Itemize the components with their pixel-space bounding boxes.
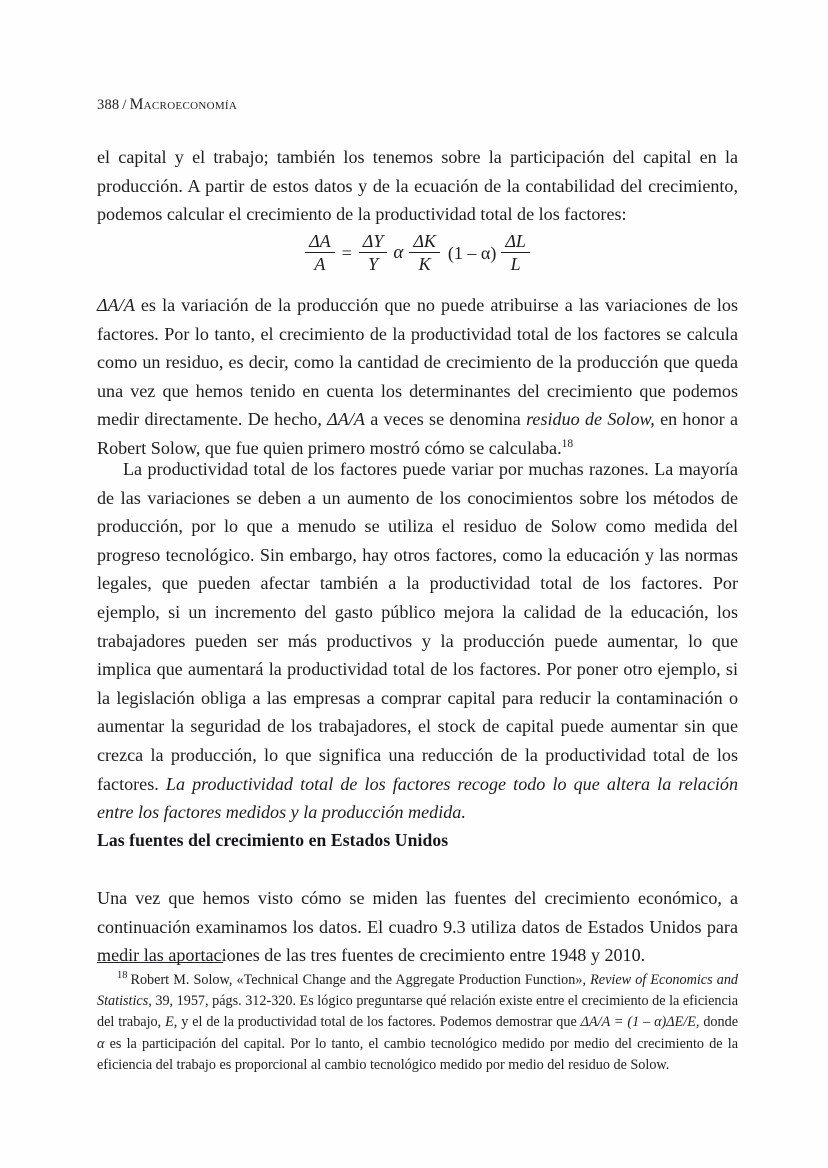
equation-alpha-symbol: α (393, 242, 404, 264)
paragraph-2-block (97, 291, 738, 463)
paragraph-2-mid-text: a veces se denomina (370, 409, 521, 430)
equation-coefficient-one-minus-alpha: (1 – α) (447, 242, 497, 263)
paragraph-1: el capital y el trabajo; también los tenemos sobre la participación del capital en la producción. A partir de estos datos y de la ecuación de la contabilidad del crecimiento, podemos calcular el crecimiento de la productividad total de los factores: (97, 147, 738, 225)
book-title: Macroeconomía (129, 96, 238, 113)
footnote-journal-name: Review of Economics and Statistics, (97, 972, 739, 1010)
inline-math-delta-a-over-a-second: ΔA/A (327, 409, 365, 430)
paragraph-3-main-text: La productividad total de los factores puede variar por muchas razones. La mayoría de las variaciones se deben a un aumento de los conocimientos sobre los métodos de producción, por lo que a menudo se utiliza el residuo de Solow como medida del progreso tecnológico. Sin embargo, hay otros factores, como la educación y las normas legales, que pueden afectar también a la productividad total de los factores. Por ejemplo, si un incremento del gasto público mejora la calidad de la educación, los trabajadores pueden ser más productivos y la producción puede aumentar, lo que implica que aumentará la productividad total de los factores. Por poner otro ejemplo, si la legislación obliga a las empresas a comprar capital para reducir la contaminación o aumentar la seguridad de los trabajadores, el stock de capital puede aumentar sin que crezca la producción, lo que significa una reducción de la productividad total de los factores. (97, 459, 738, 794)
equation-numerator-delta-k: ΔK (413, 231, 436, 251)
equation-numerator-delta-a: ΔA (309, 231, 331, 251)
footnote-variable-alpha: α (97, 1035, 105, 1052)
paragraph-4: Una vez que hemos visto cómo se miden las fuentes del crecimiento económico, a continuación examinamos los datos. El cuadro 9.3 utiliza datos de Estados Unidos para medir las aportaciones de las tres fuentes de crecimiento entre 1948 y 2010. (97, 888, 738, 966)
equation-equals-sign: = (341, 242, 352, 263)
page-folio-number: 388 (97, 97, 120, 113)
equation-row (302, 232, 533, 275)
footnote-reference-18[interactable]: 18 (561, 437, 574, 450)
display-equation (97, 231, 738, 275)
footnote-variable-e: E, (165, 1014, 178, 1031)
footnote-separator-rule (97, 962, 223, 963)
paragraph-2-italic-term: residuo de Solow, (526, 409, 655, 430)
equation-fraction-delta-l-over-l (501, 232, 530, 275)
running-head (97, 96, 237, 114)
footnote-text-part-4: donde (703, 1014, 739, 1031)
footnote-formula: ΔA/A = (1 – α)ΔE/E, (580, 1014, 700, 1031)
equation-denominator-y: Y (359, 252, 388, 274)
footnote-text-part-1: Robert M. Solow, «Technical Change and the Aggregate Production Function», (130, 972, 587, 988)
equation-denominator-k: K (409, 252, 440, 274)
equation-denominator-a: A (305, 252, 335, 274)
equation-fraction-delta-k-over-k (409, 232, 440, 275)
paragraph-4-block (97, 884, 738, 970)
paragraph-2-lead-text: es la variación de la producción que no puede atribuirse a las variaciones de los factores. Por lo tanto, el crecimiento de la productividad total de los factores se calcula como un residuo, es decir, como la cantidad de crecimiento de la producción que queda una vez que hemos tenido en cuenta los determinantes del crecimiento que podemos medir directamente. De hecho, (97, 295, 738, 430)
paragraph-3-block (97, 455, 738, 827)
running-head-separator: / (122, 97, 127, 113)
equation-fraction-delta-y-over-y (359, 232, 388, 275)
section-heading-fuentes-crecimiento: Las fuentes del crecimiento en Estados Unidos (97, 830, 449, 850)
equation-denominator-l: L (501, 252, 530, 274)
equation-fraction-delta-a-over-a (305, 232, 335, 275)
paragraph-1-block (97, 143, 738, 229)
footnote-18 (97, 970, 738, 1076)
inline-math-delta-a-over-a-opening: ΔA/A (97, 295, 135, 315)
footnote-number-18: 18 (117, 970, 128, 982)
paragraph-3 (97, 455, 738, 827)
equation-numerator-delta-y: ΔY (362, 231, 384, 251)
footnote-text-part-5: es la participación del capital. Por lo tanto, el cambio tecnológico medido por medio del crecimiento de la eficiencia del trabajo es proporcional al cambio tecnológico medido por medio del residuo de Solow. (97, 1035, 738, 1073)
footnote-text-part-2: 39, 1957, págs. 312-320. Es lógico preguntarse qué relación existe entre el crecimiento de la eficiencia del trabajo, (97, 993, 738, 1031)
footnote-block (97, 962, 738, 1076)
paragraph-2 (97, 291, 738, 463)
paragraph-2-tail-text: en honor a Robert Solow, que fue quien primero mostró cómo se calculaba. (97, 409, 738, 458)
equation-numerator-delta-l: ΔL (505, 231, 526, 251)
footnote-text-part-3: y el de la productividad total de los factores. Podemos demostrar que (181, 1014, 577, 1031)
paragraph-3-italic-conclusion: La productividad total de los factores recoge todo lo que altera la relación entre los factores medidos y la producción medida. (97, 773, 738, 823)
